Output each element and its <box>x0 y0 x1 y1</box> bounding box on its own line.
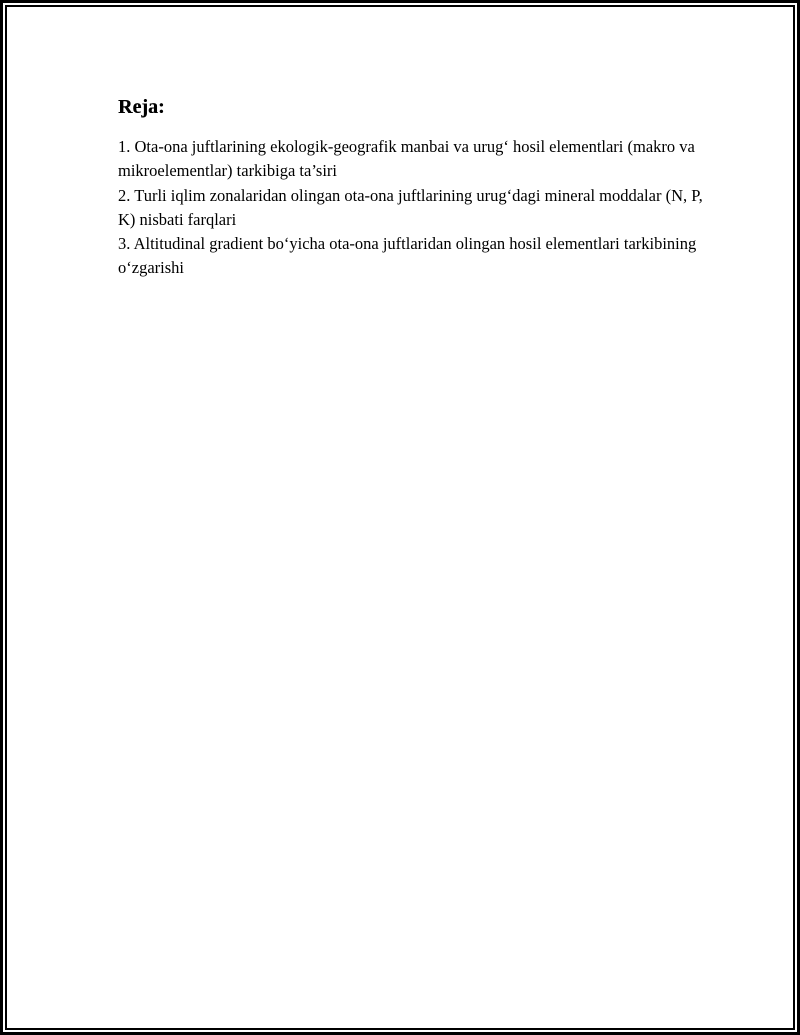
plan-heading: Reja: <box>118 96 165 118</box>
plan-item-1: 1. Ota-ona juftlarining ekologik-geografik manbai va urug‘ hosil elementlari (makro va mikroelementlar) tarkibiga ta’siri <box>118 137 695 181</box>
plan-item-2: 2. Turli iqlim zonalaridan olingan ota-ona juftlarining urug‘dagi mineral moddalar (N, P, K) nisbati farqlari <box>118 185 703 229</box>
plan-item-3: 3. Altitudinal gradient bo‘yicha ota-ona juftlaridan olingan hosil elementlari tarkibining o‘zgarishi <box>118 234 697 278</box>
document-body <box>118 93 718 281</box>
plan-list <box>118 135 718 281</box>
